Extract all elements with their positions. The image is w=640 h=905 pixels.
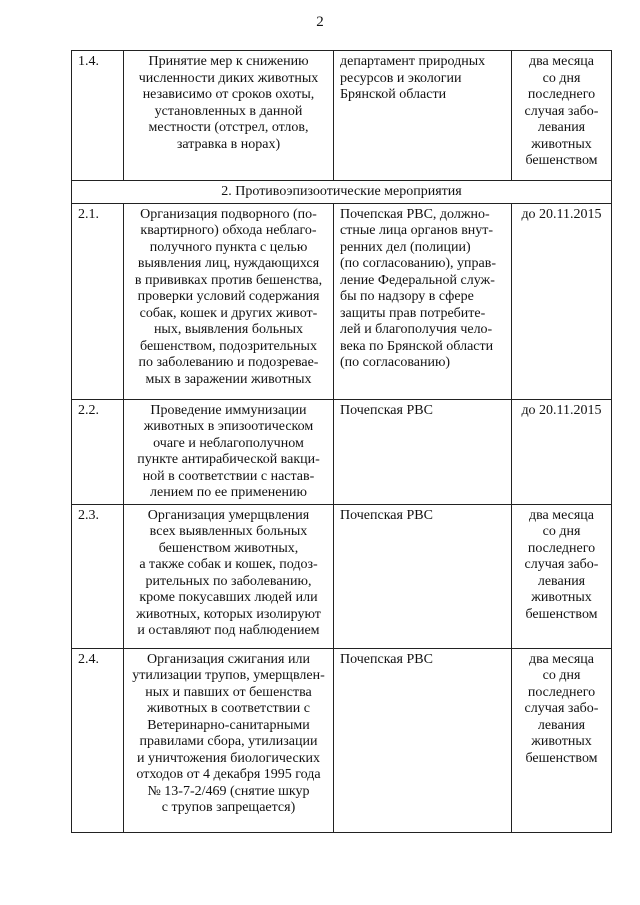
action-text: Организация подворного (по- квартирного) обхода неблаго- получного пункта с целью выявления лиц, нуждающихся в прививках против бешенства, проверки условий содержания собак, кошек и других живот- ных, выявления больных бешенством, подозрительных по заболеванию и подозревае- мых в заражении животных (134, 206, 323, 387)
action-text: Принятие мер к снижению численности диких животных независимо от сроков охоты, установленных в данной местности (отстрел, отлов, затравка в норах) (138, 54, 319, 152)
section-header-row (72, 181, 612, 204)
responsible-cell: Почепская РВС (334, 399, 512, 504)
action-cell (124, 203, 334, 399)
responsible-cell: Почепская РВС, должно- стные лица органов внут- ренних дел (полиции) (по согласованию), управ- ление Федеральной служ- бы по надзору в сфере защиты прав потребите- лей и благополучия чело- века по Брянской области (по согласованию) (334, 203, 512, 399)
table-row (72, 51, 612, 181)
row-number: 1.4. (72, 51, 124, 181)
action-cell (124, 648, 334, 832)
action-cell (124, 51, 334, 181)
term-cell: до 20.11.2015 (512, 203, 612, 399)
action-cell (124, 399, 334, 504)
action-cell (124, 504, 334, 648)
row-number: 2.2. (72, 399, 124, 504)
term-cell: до 20.11.2015 (512, 399, 612, 504)
section-title: 2. Противоэпизоотические мероприятия (72, 181, 612, 204)
row-number: 2.1. (72, 203, 124, 399)
table-row (72, 504, 612, 648)
table-row (72, 203, 612, 399)
row-number: 2.3. (72, 504, 124, 648)
table-row (72, 399, 612, 504)
measures-table (71, 50, 612, 833)
responsible-cell: департамент природных ресурсов и экологии Брянской области (334, 51, 512, 181)
responsible-cell: Почепская РВС (334, 504, 512, 648)
page-number: 2 (316, 14, 324, 30)
term-cell: два месяца со дня последнего случая забо- левания животных бешенством (512, 504, 612, 648)
term-cell: два месяца со дня последнего случая забо- левания животных бешенством (512, 648, 612, 832)
action-text: Организация умерщвления всех выявленных больных бешенством животных, а также собак и кошек, подоз- рительных по заболеванию, кроме покусавших людей или животных, которых изолируют и оставляют под наблюдением (136, 507, 321, 638)
row-number: 2.4. (72, 648, 124, 832)
action-text: Проведение иммунизации животных в эпизоотическом очаге и неблагополучном пункте антирабической вакци- ной в соответствии с настав- лением по ее применению (137, 402, 320, 500)
term-cell: два месяца со дня последнего случая забо- левания животных бешенством (512, 51, 612, 181)
table-row (72, 648, 612, 832)
action-text: Организация сжигания или утилизации трупов, умерщвлен- ных и павших от бешенства животных в соответствии с Ветеринарно-санитарными правилами сбора, утилизации и уничтожения биологических отходов от 4 декабря 1995 года № 13-7-2/469 (снятие шкур с трупов запрещается) (132, 651, 325, 815)
responsible-cell: Почепская РВС (334, 648, 512, 832)
